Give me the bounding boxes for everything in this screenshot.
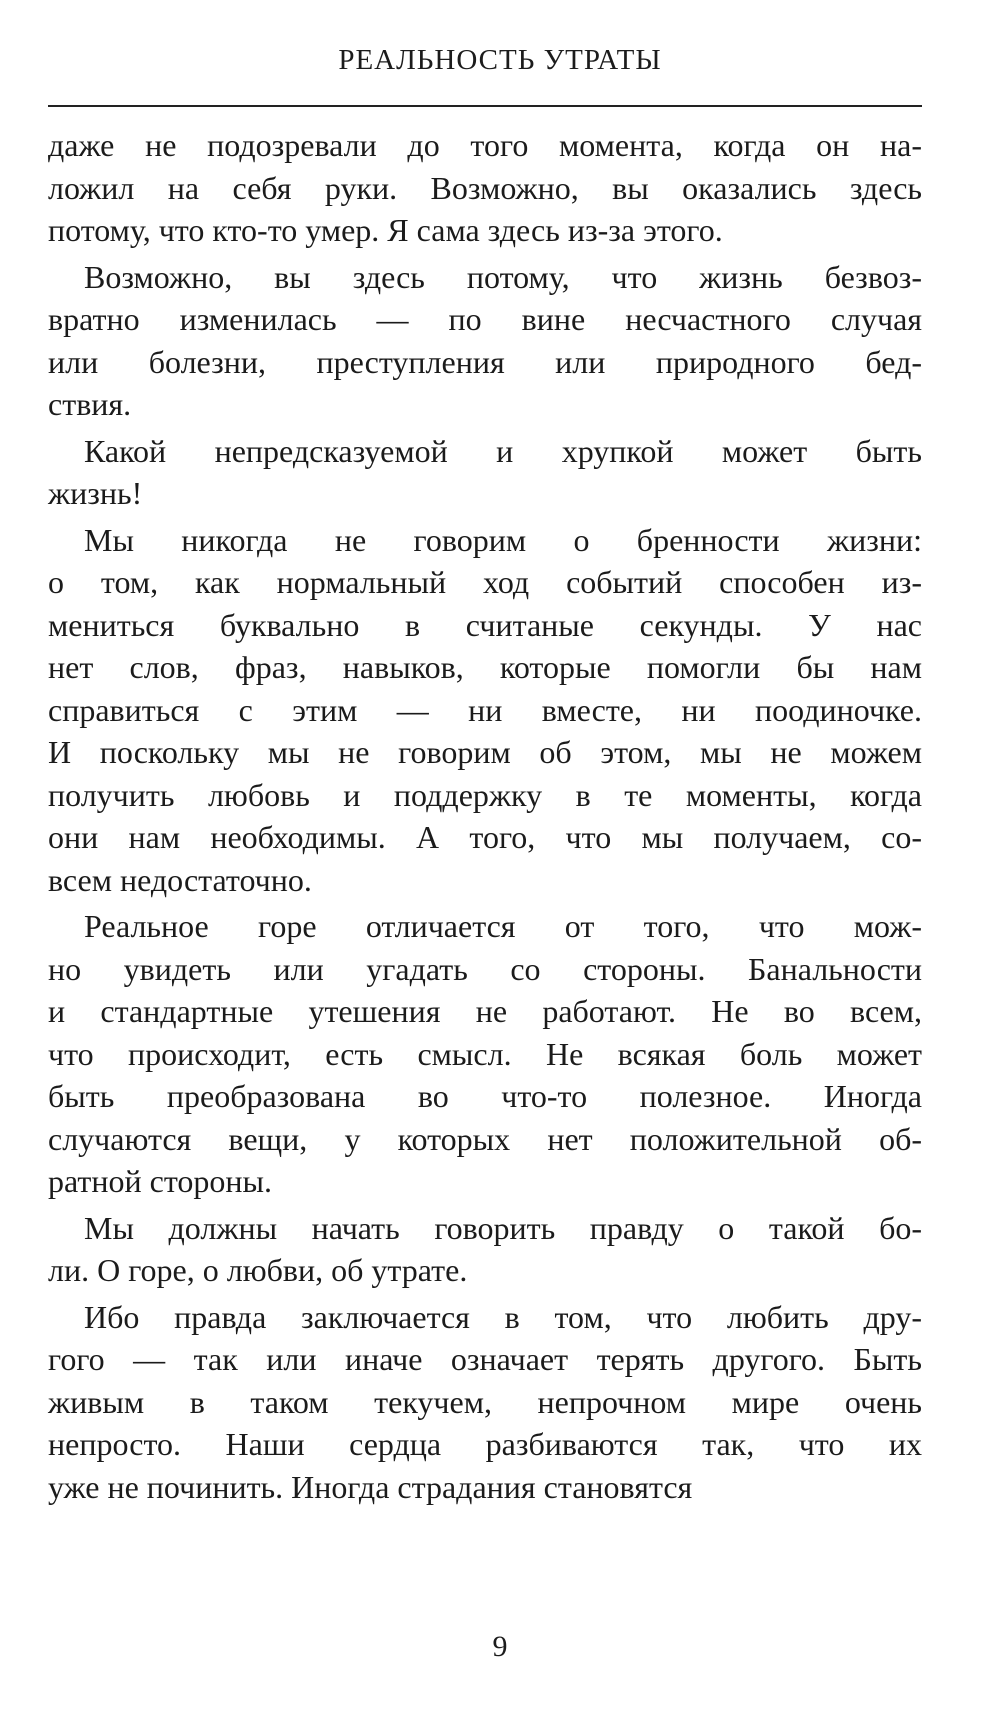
text-line: нет слов, фраз, навыков, которые помогли бы нам <box>48 649 922 685</box>
text-line: вратно изменилась — по вине несчастного случая <box>48 301 922 337</box>
body-text <box>48 124 922 1512</box>
text-line: ложил на себя руки. Возможно, вы оказались здесь <box>48 169 922 206</box>
page-number: 9 <box>492 1630 508 1663</box>
text-line: уже не починить. Иногда страдания становятся <box>48 1468 693 1505</box>
text-line: мениться буквально в считаные секунды. У нас <box>48 606 922 643</box>
text-line: непросто. Наши сердца разбиваются так, что их <box>48 1426 922 1462</box>
text-line: потому, что кто-то умер. Я сама здесь из-за этого. <box>48 212 723 248</box>
text-line: ли. О горе, о любви, об утрате. <box>48 1252 468 1288</box>
text-line: ствия. <box>48 386 132 422</box>
paragraph <box>48 430 922 515</box>
text-line: случаются вещи, у которых нет положительной об- <box>48 1120 922 1157</box>
text-line: получить любовь и поддержку в те моменты, когда <box>48 776 922 813</box>
running-head: РЕАЛЬНОСТЬ УТРАТЫ <box>338 44 662 76</box>
text-line: Реальное горе отличается от того, что мож- <box>84 908 922 944</box>
text-line: даже не подозревали до того момента, когда он на- <box>48 127 922 163</box>
text-line: живым в таком текучем, непрочном мире очень <box>48 1383 922 1420</box>
header-rule <box>48 105 922 107</box>
text-line: или болезни, преступления или природного бед- <box>48 343 922 380</box>
paragraph <box>48 1207 922 1292</box>
text-line: справиться с этим — ни вместе, ни поодиночке. <box>48 691 922 728</box>
text-line: всем недостаточно. <box>48 861 312 898</box>
text-line: Какой непредсказуемой и хрупкой может быть <box>84 432 922 469</box>
paragraph <box>48 124 922 252</box>
paragraph <box>48 905 922 1203</box>
text-line: гого — так или иначе означает терять другого. Быть <box>48 1341 922 1377</box>
text-line: быть преобразована во что-то полезное. Иногда <box>48 1078 922 1114</box>
paragraph <box>48 256 922 426</box>
text-line: и стандартные утешения не работают. Не во всем, <box>48 993 922 1029</box>
text-line: Ибо правда заключается в том, что любить дру- <box>84 1298 922 1335</box>
text-line: что происходит, есть смысл. Не всякая боль может <box>48 1035 922 1072</box>
text-line: о том, как нормальный ход событий способен из- <box>48 564 922 600</box>
text-line: ратной стороны. <box>48 1163 272 1199</box>
text-line: но увидеть или угадать со стороны. Банальности <box>48 950 922 987</box>
text-line: жизнь! <box>48 475 143 511</box>
text-line: Мы никогда не говорим о бренности жизни: <box>84 521 922 558</box>
text-line: И поскольку мы не говорим об этом, мы не можем <box>48 734 922 770</box>
text-line: Возможно, вы здесь потому, что жизнь безвоз- <box>84 258 922 295</box>
text-line: Мы должны начать говорить правду о такой бо- <box>84 1209 922 1246</box>
paragraph <box>48 1296 922 1509</box>
text-line: они нам необходимы. А того, что мы получаем, со- <box>48 819 922 855</box>
paragraph <box>48 519 922 902</box>
